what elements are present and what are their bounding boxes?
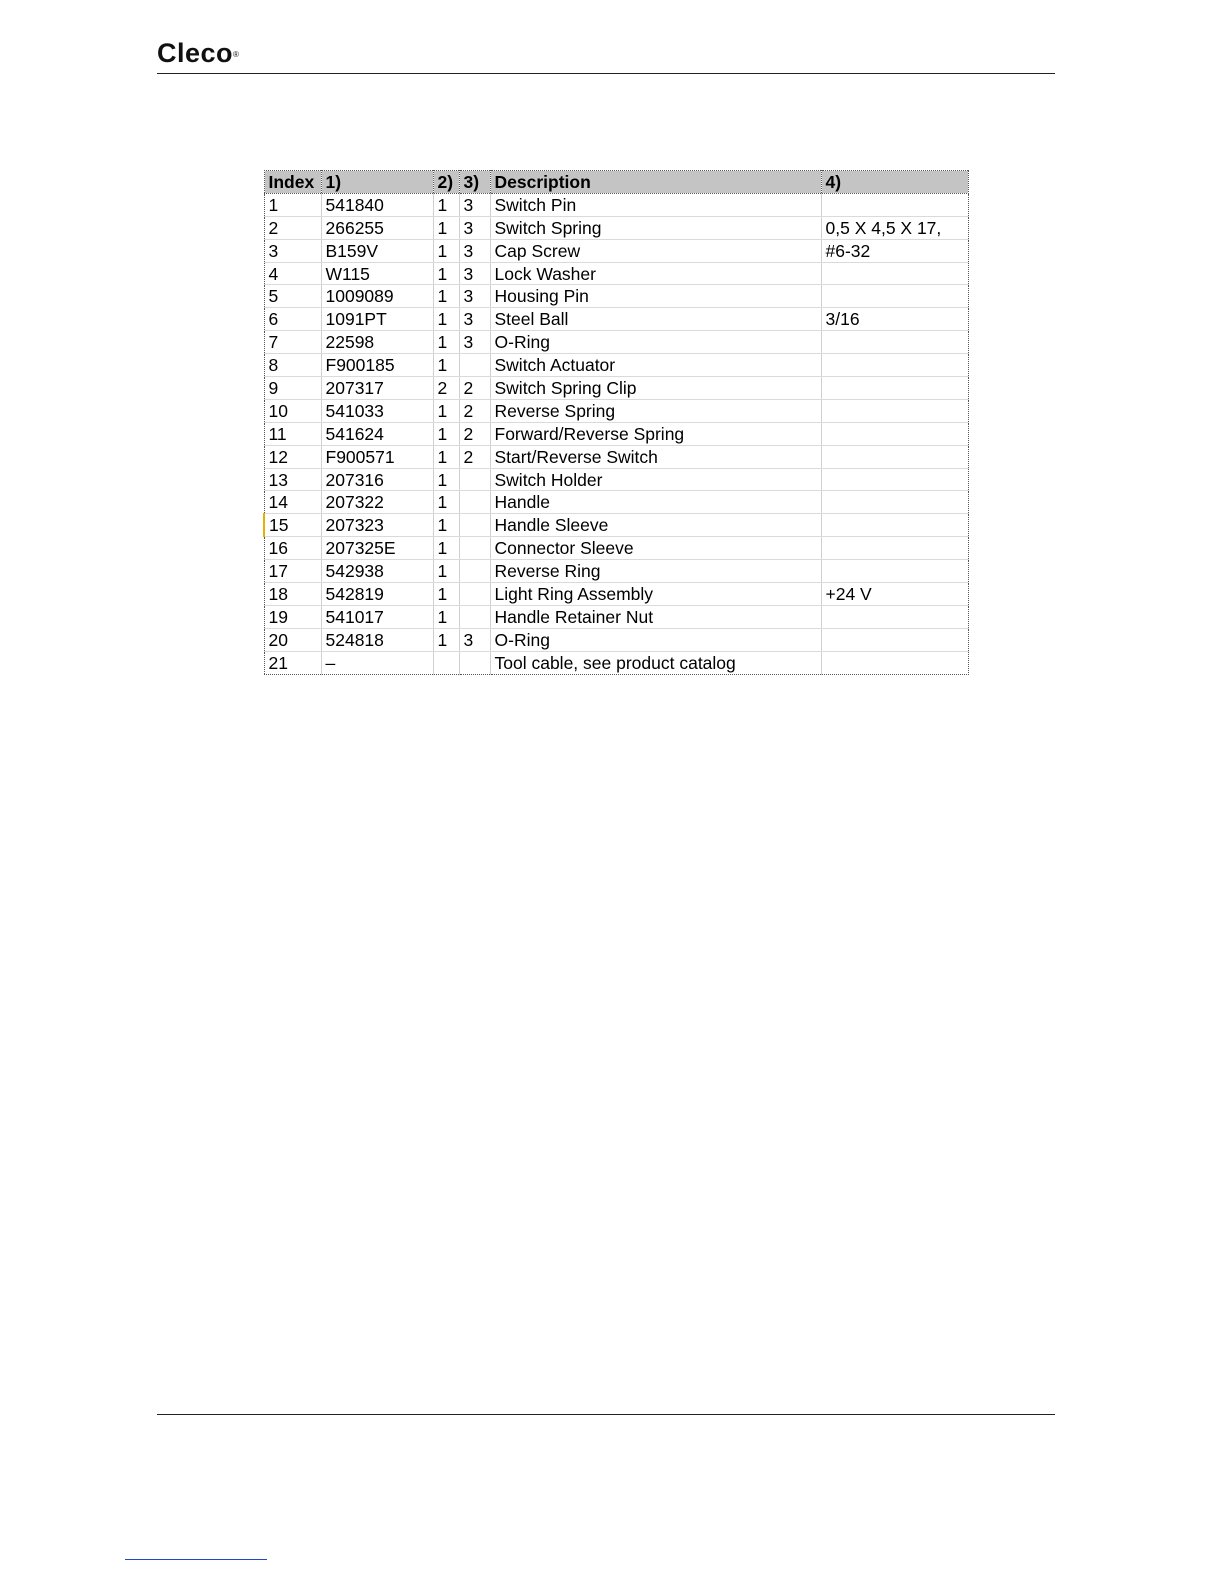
table-row	[264, 354, 968, 377]
cell-index: 20	[264, 628, 321, 651]
cell-quantity: 1	[433, 331, 459, 354]
cell-index: 21	[264, 651, 321, 674]
cell-note	[821, 514, 968, 537]
table-row	[264, 331, 968, 354]
cell-note	[821, 605, 968, 628]
cell-index: 14	[264, 491, 321, 514]
table-row	[264, 285, 968, 308]
cell-part-number: B159V	[321, 239, 433, 262]
cell-note: 0,5 X 4,5 X 17,	[821, 216, 968, 239]
table-row	[264, 651, 968, 674]
table-row	[264, 399, 968, 422]
cell-description: O-Ring	[490, 331, 821, 354]
cell-index: 7	[264, 331, 321, 354]
cell-note	[821, 399, 968, 422]
cell-note	[821, 354, 968, 377]
registered-mark: ®	[233, 50, 240, 59]
cell-note	[821, 491, 968, 514]
cell-description: Lock Washer	[490, 262, 821, 285]
cell-spare-category	[459, 560, 490, 583]
cell-part-number: 207317	[321, 377, 433, 400]
cell-spare-category	[459, 651, 490, 674]
cell-note	[821, 262, 968, 285]
cell-description: Switch Pin	[490, 193, 821, 216]
cell-index: 4	[264, 262, 321, 285]
cell-index: 15	[264, 514, 321, 537]
cell-quantity: 1	[433, 560, 459, 583]
cell-part-number: 207322	[321, 491, 433, 514]
cell-quantity: 1	[433, 445, 459, 468]
cell-spare-category: 2	[459, 422, 490, 445]
cell-note	[821, 560, 968, 583]
cell-note	[821, 651, 968, 674]
table-row	[264, 262, 968, 285]
cell-note: 3/16	[821, 308, 968, 331]
cell-description: Cap Screw	[490, 239, 821, 262]
cell-part-number: 207323	[321, 514, 433, 537]
cell-quantity: 1	[433, 216, 459, 239]
cell-index: 6	[264, 308, 321, 331]
cell-description: Handle Sleeve	[490, 514, 821, 537]
cell-description: Handle	[490, 491, 821, 514]
cell-description: Switch Actuator	[490, 354, 821, 377]
cell-spare-category	[459, 491, 490, 514]
cell-note	[821, 193, 968, 216]
cell-spare-category	[459, 514, 490, 537]
header-divider	[157, 73, 1055, 74]
cell-part-number: F900185	[321, 354, 433, 377]
cell-index: 2	[264, 216, 321, 239]
cell-description: Start/Reverse Switch	[490, 445, 821, 468]
cell-spare-category: 2	[459, 445, 490, 468]
table-row	[264, 308, 968, 331]
cell-index: 11	[264, 422, 321, 445]
header-note: 4)	[821, 171, 968, 194]
cell-quantity: 2	[433, 377, 459, 400]
cell-quantity: 1	[433, 239, 459, 262]
table-row	[264, 193, 968, 216]
cell-index: 10	[264, 399, 321, 422]
header-index: Index	[264, 171, 321, 194]
brand-logo: Cleco®	[157, 38, 240, 68]
table-row	[264, 491, 968, 514]
cell-quantity: 1	[433, 308, 459, 331]
header-spare-category: 3)	[459, 171, 490, 194]
cell-spare-category	[459, 605, 490, 628]
table-row	[264, 377, 968, 400]
table-row	[264, 239, 968, 262]
cell-description: Tool cable, see product catalog	[490, 651, 821, 674]
table-row	[264, 216, 968, 239]
cell-spare-category	[459, 537, 490, 560]
cell-spare-category: 3	[459, 262, 490, 285]
table-row	[264, 422, 968, 445]
cell-quantity: 1	[433, 468, 459, 491]
header-description: Description	[490, 171, 821, 194]
footer-link-underline	[125, 1559, 267, 1560]
cell-description: Forward/Reverse Spring	[490, 422, 821, 445]
table-row	[264, 628, 968, 651]
cell-quantity: 1	[433, 354, 459, 377]
cell-spare-category	[459, 468, 490, 491]
table-header-row	[264, 171, 968, 194]
cell-description: Connector Sleeve	[490, 537, 821, 560]
cell-note	[821, 468, 968, 491]
cell-index: 19	[264, 605, 321, 628]
cell-part-number: 207316	[321, 468, 433, 491]
cell-quantity: 1	[433, 399, 459, 422]
cell-spare-category: 3	[459, 193, 490, 216]
cell-description: Switch Spring Clip	[490, 377, 821, 400]
cell-note	[821, 331, 968, 354]
table-row	[264, 537, 968, 560]
cell-part-number: 542819	[321, 583, 433, 606]
cell-index: 5	[264, 285, 321, 308]
cell-spare-category	[459, 583, 490, 606]
cell-index: 9	[264, 377, 321, 400]
cell-part-number: W115	[321, 262, 433, 285]
table-row	[264, 514, 968, 537]
cell-part-number: 541840	[321, 193, 433, 216]
cell-part-number: 207325E	[321, 537, 433, 560]
cell-part-number: 542938	[321, 560, 433, 583]
cell-quantity: 1	[433, 262, 459, 285]
cell-quantity: 1	[433, 628, 459, 651]
cell-part-number: 541017	[321, 605, 433, 628]
cell-part-number: 1091PT	[321, 308, 433, 331]
cell-description: Housing Pin	[490, 285, 821, 308]
header-quantity: 2)	[433, 171, 459, 194]
cell-spare-category: 2	[459, 377, 490, 400]
cell-note	[821, 537, 968, 560]
cell-part-number: 22598	[321, 331, 433, 354]
cell-quantity: 1	[433, 193, 459, 216]
cell-note	[821, 377, 968, 400]
cell-index: 1	[264, 193, 321, 216]
cell-description: Switch Holder	[490, 468, 821, 491]
cell-spare-category: 3	[459, 628, 490, 651]
cell-quantity: 1	[433, 491, 459, 514]
cell-spare-category: 3	[459, 285, 490, 308]
cell-note	[821, 285, 968, 308]
cell-part-number: 1009089	[321, 285, 433, 308]
cell-description: Light Ring Assembly	[490, 583, 821, 606]
cell-note	[821, 445, 968, 468]
cell-part-number: 266255	[321, 216, 433, 239]
cell-index: 12	[264, 445, 321, 468]
cell-note	[821, 628, 968, 651]
cell-quantity: 1	[433, 605, 459, 628]
cell-quantity: 1	[433, 514, 459, 537]
cell-spare-category: 3	[459, 308, 490, 331]
cell-description: Handle Retainer Nut	[490, 605, 821, 628]
cell-note: +24 V	[821, 583, 968, 606]
cell-note	[821, 422, 968, 445]
cell-index: 13	[264, 468, 321, 491]
cell-part-number: 541624	[321, 422, 433, 445]
table-row	[264, 605, 968, 628]
cell-quantity: 1	[433, 537, 459, 560]
cell-quantity	[433, 651, 459, 674]
cell-part-number: –	[321, 651, 433, 674]
table-row	[264, 468, 968, 491]
cell-quantity: 1	[433, 583, 459, 606]
cell-quantity: 1	[433, 285, 459, 308]
cell-part-number: F900571	[321, 445, 433, 468]
parts-table	[263, 170, 969, 675]
cell-spare-category: 3	[459, 331, 490, 354]
cell-description: Switch Spring	[490, 216, 821, 239]
cell-description: O-Ring	[490, 628, 821, 651]
cell-part-number: 541033	[321, 399, 433, 422]
cell-index: 18	[264, 583, 321, 606]
table-row	[264, 560, 968, 583]
header-part-number: 1)	[321, 171, 433, 194]
table-row	[264, 445, 968, 468]
cell-part-number: 524818	[321, 628, 433, 651]
footer-divider	[157, 1414, 1055, 1415]
cell-spare-category: 2	[459, 399, 490, 422]
cell-note: #6-32	[821, 239, 968, 262]
cell-quantity: 1	[433, 422, 459, 445]
cell-index: 8	[264, 354, 321, 377]
cell-description: Reverse Ring	[490, 560, 821, 583]
cell-description: Steel Ball	[490, 308, 821, 331]
cell-index: 16	[264, 537, 321, 560]
cell-index: 17	[264, 560, 321, 583]
cell-spare-category: 3	[459, 239, 490, 262]
table-row	[264, 583, 968, 606]
cell-spare-category: 3	[459, 216, 490, 239]
cell-spare-category	[459, 354, 490, 377]
cell-description: Reverse Spring	[490, 399, 821, 422]
cell-index: 3	[264, 239, 321, 262]
